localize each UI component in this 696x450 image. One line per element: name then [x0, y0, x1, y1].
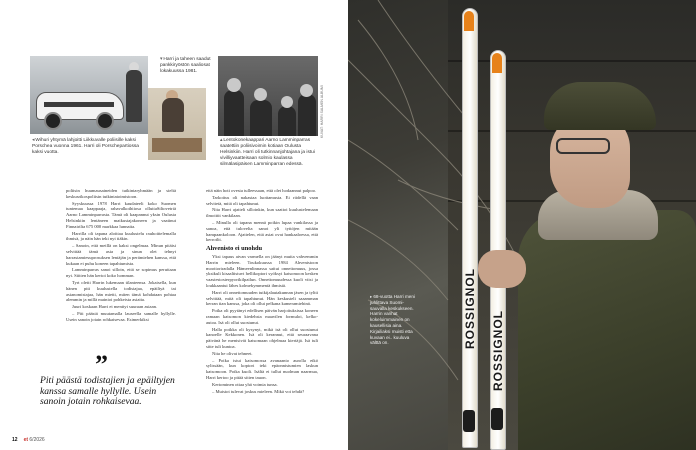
glasses — [556, 138, 610, 154]
ski-tip — [492, 53, 502, 73]
caption-text: Harri ja taheen saadut pankkiryöstön saaliosat lokakuussa 1981. — [160, 57, 211, 74]
body-paragraph: Juuri koskaan Harri ei menttyt suuraan asiaan. — [72, 304, 158, 310]
arrow-down-icon: ▾ — [160, 57, 163, 62]
person-head — [254, 88, 267, 101]
ski-brand: ROSSIGNOL — [491, 309, 505, 391]
hijacker-photo-caption — [220, 138, 320, 168]
person-head — [227, 78, 241, 92]
body-paragraph: Kertominen ottaa yhä voimia tunsa. — [212, 381, 278, 387]
article-column-2 — [206, 188, 318, 395]
ski-tip — [464, 11, 474, 31]
body-paragraph: Nita he olivat tehneet. — [212, 350, 253, 356]
arrow-right-icon: ▸ — [370, 294, 373, 299]
caption-text: Lentokonekaappari Aarno Lamminparras saatettiin poliisivoimin kotiaan Oulusta Helsinkiin. Harri oli tutkinnanjohtajana ja istui vivilliyvaatteisaan solmio kaulassa silmälasipäisen Lamminparran edessä. — [220, 138, 315, 167]
body-paragraph: Harrilla oli tapana aloittaa kuulustelu rauhoittelemalla ihmisä, ja näin hän teki nyt tiäkin. — [66, 230, 176, 242]
body-paragraph: Tyrt oletti Harrin lukemaan tilanteensa. Jokaisella, kun hänen piti kuulustella todistajaa, epäiltyä tai asianomistajaa, hän mietti, miten tämä kohdataan pohtaa alemmin ja millä mainioi pohkeista asiaita. — [66, 279, 176, 303]
quote-mark-icon: ” — [95, 350, 108, 379]
caption-text: 68-vuotta Harri meni juhlittava Suomi-sauvalla keskukseen. Harrin vanhat kokeluimmainen on kausellisia aina. Kirjailiaksi muisti etta kuvaan ei.. kuuluva välttä on. — [370, 294, 415, 346]
car-wheel — [96, 112, 114, 130]
body-paragraph: että näin hoti ovesta tulleessaan, että olet hodaannut palpoo. — [206, 188, 317, 193]
ski-binding — [463, 410, 475, 432]
man-coat — [518, 210, 696, 450]
body-paragraph: Nita Harri ajatteli silloinkin, kun saattoi kuulustelemaan ilmoittit vankilaan. — [206, 207, 318, 219]
body-paragraph: poliisin huumausaineiden tutkintaryhmään ja sieltä keskusrikospoliisin tutkintatoimistoon. — [66, 188, 176, 199]
man-hand — [478, 250, 526, 288]
arrow-up-icon: ▴ — [220, 138, 223, 143]
body-paragraph: – Piti päästä muutamalla lauseella samalle hyllylle. Usein sanoin jotain rohkaisevaa. Esimerkiksi — [66, 310, 176, 322]
ski-brand: ROSSIGNOL — [463, 267, 477, 349]
person-figure — [250, 100, 272, 136]
caption-text: Wihuri yhtymä lahjoitti Liikkuvalle poliisille kaksi Porschea vuonna 1961. Harri oli Porschepartiossa kaksi vuotta. — [32, 138, 139, 155]
investigator-figure — [162, 98, 184, 132]
body-paragraph: – Muistot tulevat joskus mieleen. Mikä voi tehdä? — [212, 388, 305, 394]
person-head — [281, 96, 293, 108]
office-photo-caption — [160, 57, 212, 75]
magazine-logo: et — [23, 437, 29, 443]
hijacker-photo — [218, 56, 318, 136]
issue-number: 6/2026 — [29, 437, 45, 443]
office-photo — [148, 88, 206, 160]
body-paragraph: – Minulla oli tapana mennä poikin lupaa vankilassa ja sanoa, että tulovelta sanot yli tyttöjen mitään hampaankoloon. Ajattelen, että asiat ovat hankaaloessa, että kerrotlit. — [206, 219, 318, 243]
police-car-photo — [30, 56, 148, 134]
officer-figure — [126, 70, 142, 122]
body-paragraph: Syyskuussa 1978 Harri kaudateeli koko Suomen tuntemaa kaappaaja, rahavalkoihiiosa olluttaSiltovetriä Aarno Lamminparrasta. Tämä oli kaapannut yksin Oulusta Helsinkiin lentäneen matkustajakoneen ja vaatinut Finnairilta 675 000 markkaa lunnaita. — [66, 200, 176, 229]
page-footer — [12, 437, 45, 443]
ski-binding — [491, 408, 503, 430]
man-cap — [544, 82, 656, 130]
arrow-left-icon: ◂ — [32, 138, 35, 143]
police-photo-caption — [32, 138, 144, 156]
person-figure — [278, 106, 296, 136]
person-figure — [224, 90, 244, 136]
desk — [152, 138, 202, 152]
car-wheel — [44, 112, 62, 130]
ski — [462, 8, 478, 448]
person-head — [300, 84, 313, 97]
body-paragraph: Halla poikka oli kysynyt, mikä isä oli ollut suostunut kanoelle Kekkonen. Isä oli kerannut, että seuraavana päivänä he menisivät katsomaan ohjelmaa kiertäjä. Isä tuli sitte tuli kuntoa. — [206, 326, 318, 349]
body-paragraph: Yksi tapaus aivan varmella on jäänyt muita vahvemmin Harrin mieleen. Toukokuussa 1984 Ahvenistoon moottoriradalla Hämeenlinnassa saitui onnettomuus, jossa yksikuli kisaaltistuvt hellikoptori syöksyi katsomoon kesken vaastestosterpyorikilpailun. Onnettomuudessa kuoli viisi ja loukkaantui lähes kolmekymmentä ihmistä. — [206, 253, 318, 288]
body-paragraph: – Poika istui katsomossa avanaanto aurolla eikö sylissään, kun koptori teki epäonnistumien laskun katsomoon. Poika kuoli. Isältä ei tullut nuolman naarmua, Harri kertoo ja pitää sitten tauon. — [206, 357, 318, 380]
page-number: 12 — [12, 437, 18, 443]
body-paragraph: Tarkoitus oli nakastaa luottamusta. Ei riidellä vaan selvitetä, mitä oli tapahtunut. — [206, 194, 318, 206]
main-photo-caption — [370, 294, 416, 346]
person-figure — [298, 94, 316, 136]
pull-quote: Piti päästä todistajien ja epäiltyjen kanssa samalle hyllylle. Usein sanoin jotain rohkaisevaa. — [40, 375, 175, 408]
body-paragraph: Lamminparras sanoi silloin, että se sopimus peruttaan nyt. Siitten hän kertoi koko homman. — [66, 267, 176, 279]
article-column-1 — [66, 188, 176, 324]
car-stripe — [44, 102, 114, 107]
body-paragraph: – Sanoin, että meillä on kaksi ongelmaa. Minun pitäisi selvittää tämä asia ja sinun olet tehnyt harrastamiesuprosuksen lentäjän ja perämiehen kanssa, että kukaan ei puhu koneen tapahtumista. — [66, 243, 176, 266]
body-paragraph: Poika oli pyytänyt edellisen päivän harjoituksissa koneen ramaan katsomon kiedehsta maavilen formuloi, kelko- autoa. Isä oli ollut suostunut. — [206, 308, 318, 325]
body-paragraph: Harri oli onnettomuuden tutkijalautakunnan jäsen ja tyltti selvittää, mitä oli tapahtunut. Hän keskusteli saaamman kerran tian kanssa, joka oli ollut pelkana kameramiehinä. — [206, 289, 318, 307]
subheading: Ahvenisto ei unohdu — [206, 245, 263, 253]
photo-credit: KUVAT: HARRI SALMEN ALBUMI — [320, 85, 324, 138]
right-page-photo — [348, 0, 696, 450]
